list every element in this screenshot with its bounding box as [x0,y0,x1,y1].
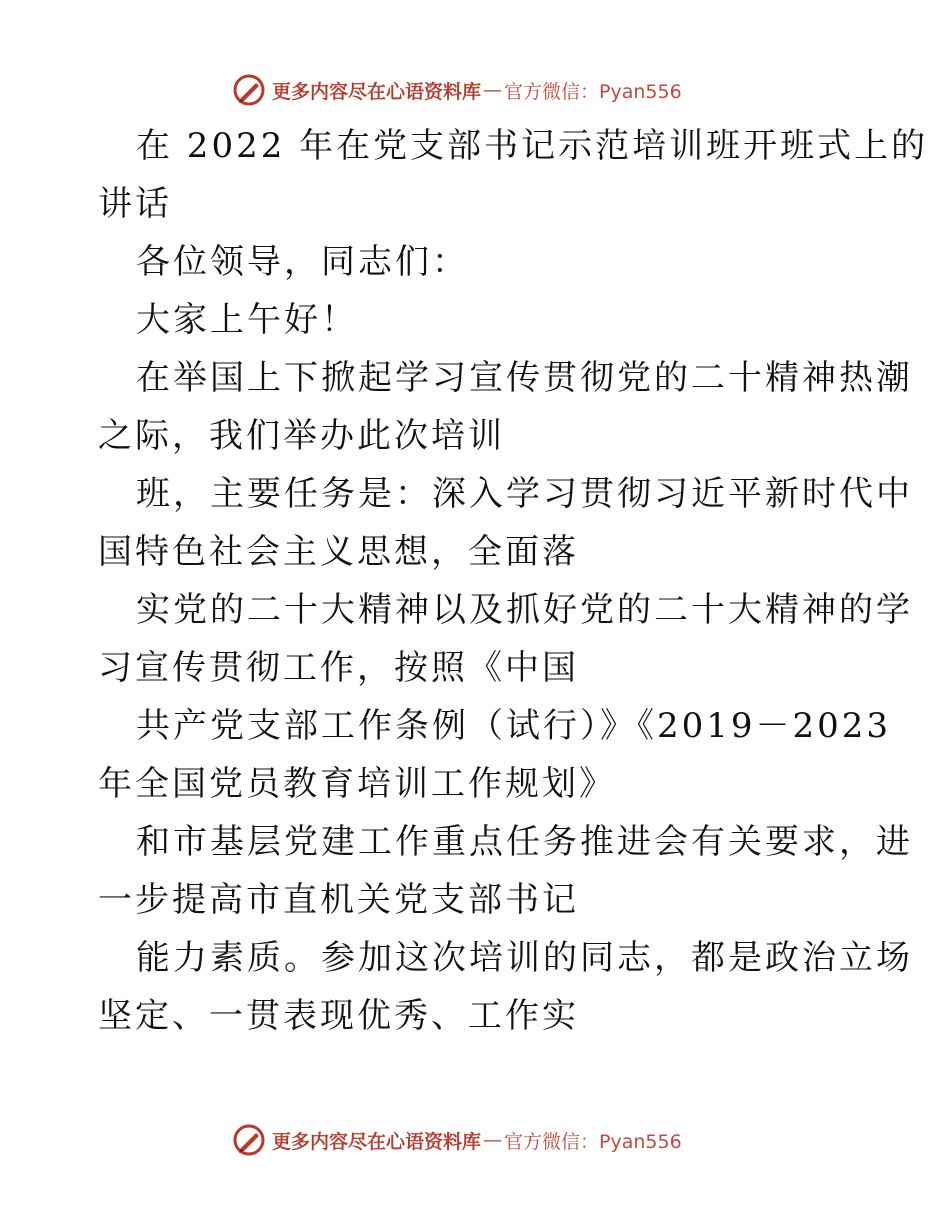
watermark-separator: — [483,79,503,101]
watermark-site-text: 更多内容尽在心语资料库 [272,1130,482,1153]
salutation: 各位领导，同志们： [136,242,469,282]
paragraph-line: 习宣传贯彻工作，按照《中国 [98,648,579,688]
pen-circle-logo-icon [232,1123,266,1157]
title-line-1: 在 2022 年在党支部书记示范培训班开班式上的 [136,126,929,166]
paragraph-line: 一步提高市直机关党支部书记 [98,880,579,920]
document-body [98,117,929,1045]
watermark-site-text: 更多内容尽在心语资料库 [272,80,482,103]
header-watermark [232,70,732,110]
watermark-contact-text: 官方微信：Pyan556 [504,80,682,103]
greeting: 大家上午好！ [136,300,358,340]
paragraph-line: 坚定、一贯表现优秀、工作实 [98,996,579,1036]
paragraph-line: 实党的二十大精神以及抓好党的二十大精神的学 [136,590,913,630]
paragraph-line: 和市基层党建工作重点任务推进会有关要求，进 [136,822,913,862]
paragraph-line: 共产党支部工作条例（试行）》《2019－2023 [136,706,892,746]
watermark-separator: — [483,1129,503,1151]
paragraph-line: 能力素质。参加这次培训的同志，都是政治立场 [136,938,913,978]
pen-circle-logo-icon [232,73,266,107]
paragraph-line: 年全国党员教育培训工作规划》 [98,764,616,804]
watermark-contact-text: 官方微信：Pyan556 [504,1130,682,1153]
paragraph-line: 在举国上下掀起学习宣传贯彻党的二十精神热潮 [136,358,913,398]
paragraph-line: 国特色社会主义思想，全面落 [98,532,579,572]
paragraph-line: 之际，我们举办此次培训 [98,416,505,456]
footer-watermark [232,1120,732,1160]
title-line-2: 讲话 [98,184,172,224]
paragraph-line: 班，主要任务是：深入学习贯彻习近平新时代中 [136,474,913,514]
